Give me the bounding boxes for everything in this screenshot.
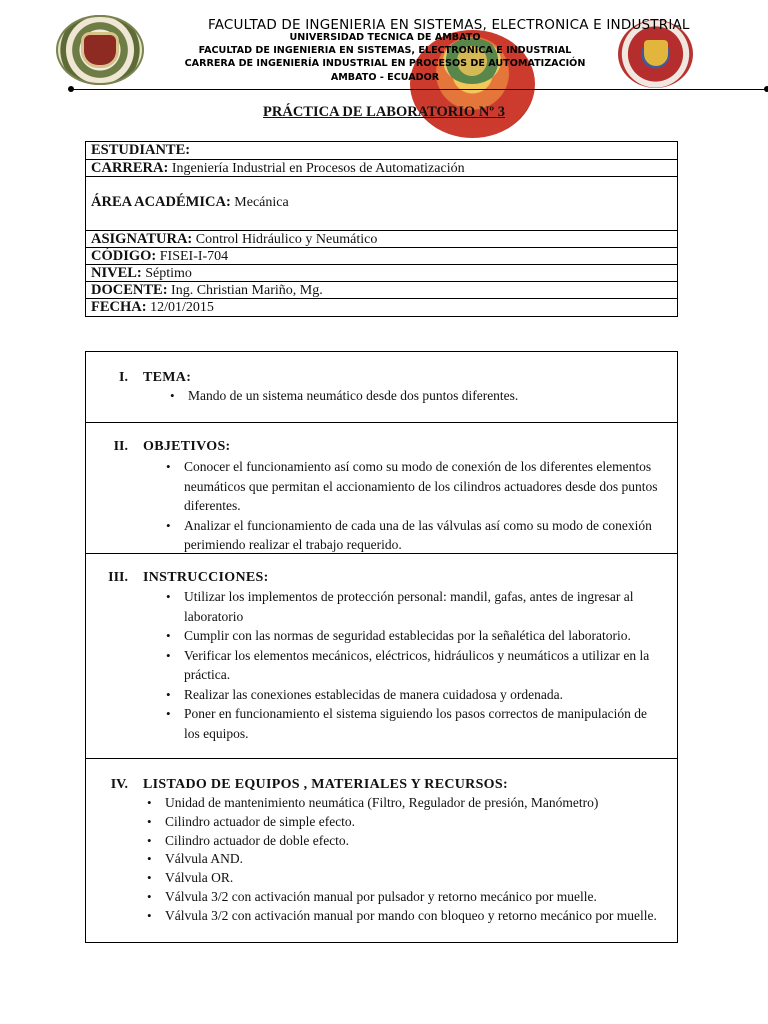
list-item: • Válvula 3/2 con activación manual por pulsador y retorno mecánico por muelle.	[143, 888, 673, 907]
list-item: • Analizar el funcionamiento de cada una de las válvulas así como su modo de conexión perimiendo realizar el trabajo requerido.	[162, 516, 667, 555]
level-row	[86, 265, 677, 282]
career-row	[86, 160, 677, 177]
list-item: • Utilizar los implementos de protección personal: mandil, gafas, antes de ingresar al laboratorio	[162, 587, 652, 626]
section-listado	[86, 758, 677, 942]
university-seal-icon	[56, 15, 144, 85]
date-value: 12/01/2015	[150, 300, 214, 315]
student-info-table	[85, 141, 678, 317]
section-heading: INSTRUCCIONES:	[143, 570, 269, 585]
faculty-main-heading: FACULTAD DE INGENIERIA EN SISTEMAS, ELECTRONICA E INDUSTRIAL	[208, 17, 690, 33]
subject-value: Control Hidráulico y Neumático	[195, 232, 378, 247]
header-faculty: FACULTAD DE INGENIERIA EN SISTEMAS, ELECTRONICA E INDUSTRIAL	[198, 45, 572, 56]
list-item: • Válvula AND.	[143, 850, 673, 869]
date-label: FECHA:	[91, 299, 147, 315]
academic-area-value: Mecánica	[234, 195, 289, 210]
section-heading: LISTADO DE EQUIPOS , MATERIALES Y RECURSOS:	[143, 777, 508, 792]
list-item: • Válvula OR.	[143, 869, 673, 888]
subject-row	[86, 231, 677, 248]
level-label: NIVEL:	[91, 265, 142, 281]
level-value: Séptimo	[145, 266, 192, 281]
list-item: • Mando de un sistema neumático desde dos puntos diferentes.	[166, 386, 666, 406]
list-item: • Verificar los elementos mecánicos, eléctricos, hidráulicos y neumáticos a utilizar en la práctica.	[162, 646, 652, 685]
code-value: FISEI-I-704	[159, 249, 229, 264]
list-item: • Conocer el funcionamiento así como su modo de conexión de los diferentes elementos neumáticos que permitan el accionamiento de los cilindros actuadores desde dos puntos diferentes.	[162, 457, 667, 516]
header-divider	[72, 89, 766, 90]
section-heading: OBJETIVOS:	[143, 439, 231, 454]
list-item: • Válvula 3/2 con activación manual por mando con bloqueo y retorno mecánico por muelle.	[143, 907, 673, 926]
teacher-row	[86, 282, 677, 299]
listado-list	[143, 794, 673, 926]
section-heading: TEMA:	[143, 370, 192, 385]
header-city: AMBATO - ECUADOR	[330, 72, 440, 83]
section-number: III.	[108, 570, 128, 585]
section-number: II.	[113, 439, 128, 454]
university-seal-emblem	[84, 35, 116, 65]
section-objetivos	[86, 422, 677, 553]
subject-label: ASIGNATURA:	[91, 231, 193, 247]
header-career: CARRERA DE INGENIERÍA INDUSTRIAL EN PROCESOS DE AUTOMATIZACIÓN	[184, 58, 586, 69]
section-instrucciones	[86, 553, 677, 758]
section-tema	[86, 352, 677, 422]
career-seal-emblem	[644, 40, 668, 66]
list-item: • Poner en funcionamiento el sistema siguiendo los pasos correctos de manipulación de los equipos.	[162, 704, 652, 743]
list-item: • Realizar las conexiones establecidas de manera cuidadosa y ordenada.	[162, 685, 652, 705]
academic-area-label: ÁREA ACADÉMICA:	[91, 194, 231, 210]
section-number: I.	[119, 370, 128, 385]
practice-title: PRÁCTICA DE LABORATORIO Nº 3	[263, 104, 505, 120]
student-row	[86, 142, 677, 160]
instrucciones-list	[162, 587, 652, 743]
code-label: CÓDIGO:	[91, 248, 157, 264]
student-label: ESTUDIANTE:	[91, 142, 191, 158]
academic-area-row	[86, 177, 677, 231]
header-university: UNIVERSIDAD TECNICA DE AMBATO	[289, 32, 481, 43]
date-row	[86, 299, 677, 316]
career-label: CARRERA:	[91, 160, 169, 176]
list-item: • Cilindro actuador de doble efecto.	[143, 832, 673, 851]
practice-content-table	[85, 351, 678, 943]
list-item: • Cumplir con las normas de seguridad establecidas por la señalética del laboratorio.	[162, 626, 652, 646]
objetivos-list	[162, 457, 667, 555]
career-value: Ingeniería Industrial en Procesos de Automatización	[171, 161, 465, 176]
list-item: • Cilindro actuador de simple efecto.	[143, 813, 673, 832]
section-number: IV.	[110, 777, 128, 792]
teacher-value: Ing. Christian Mariño, Mg.	[171, 283, 323, 298]
code-row	[86, 248, 677, 265]
list-item: • Unidad de mantenimiento neumática (Filtro, Regulador de presión, Manómetro)	[143, 794, 673, 813]
tema-list	[166, 386, 666, 406]
teacher-label: DOCENTE:	[91, 282, 168, 298]
